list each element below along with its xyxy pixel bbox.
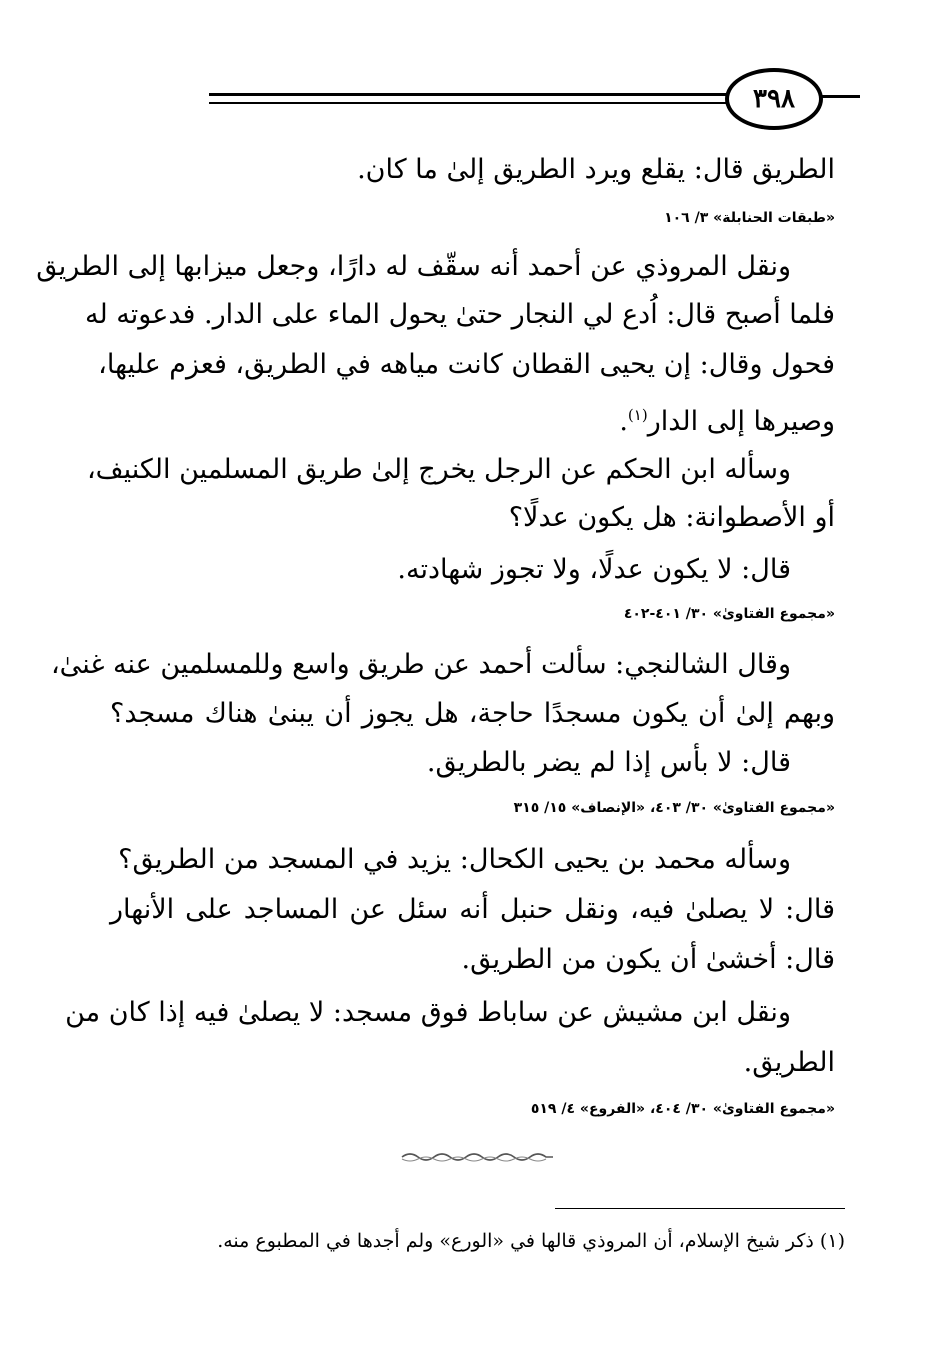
text-line: ونقل ابن مشيش عن ساباط فوق مسجد: لا يصلىٰ فيه إذا كان من <box>65 997 791 1028</box>
text-line: فحول وقال: إن يحيى القطان كانت مياهه في الطريق، فعزم عليها، <box>98 349 835 380</box>
header-rule-tail <box>820 95 860 98</box>
text-line: أو الأصطوانة: هل يكون عدلًا؟ <box>508 502 835 533</box>
text-line: وسأله محمد بن يحيى الكحال: يزيد في المسجد من الطريق؟ <box>118 844 791 875</box>
text-line: قال: لا يكون عدلًا، ولا تجوز شهادته. <box>397 554 791 585</box>
source-citation: «طبقات الحنابلة» ٣/ ١٠٦ <box>664 210 835 226</box>
text-line: الطريق قال: يقلع ويرد الطريق إلىٰ ما كان. <box>357 154 835 185</box>
source-citation: «مجموع الفتاوىٰ» ٣٠/ ٤٠٣، «الإنصاف» ١٥/ ٣١٥ <box>513 800 835 816</box>
text-line: ونقل المروذي عن أحمد أنه سقّف له دارًا، وجعل ميزابها إلى الطريق <box>36 251 791 282</box>
text-line: فلما أصبح قال: اُدع لي النجار حتىٰ يحول الماء على الدار. فدعوته له <box>85 299 835 330</box>
footnote-separator <box>555 1208 845 1209</box>
text-line: قال: أخشىٰ أن يكون من الطريق. <box>461 944 835 975</box>
footnote: (١) ذكر شيخ الإسلام، أن المروذي قالها في «الورع» ولم أجدها في المطبوع منه. <box>217 1230 845 1252</box>
text-span: وصيرها إلى الدار <box>647 406 835 437</box>
text-line: وقال الشالنجي: سألت أحمد عن طريق واسع وللمسلمين عنه غنىٰ، <box>50 649 791 680</box>
text-line: وبهم إلىٰ أن يكون مسجدًا حاجة، هل يجوز أن يبنىٰ هناك مسجد؟ <box>110 698 835 729</box>
page-number: ٣٩٨ <box>725 68 823 130</box>
text-line: الطريق. <box>743 1047 835 1078</box>
text-line: قال: لا يصلىٰ فيه، ونقل حنبل أنه سئل عن المساجد على الأنهار <box>110 894 835 925</box>
source-citation: «مجموع الفتاوىٰ» ٣٠/ ٤٠٤، «الفروع» ٤/ ٥١٩ <box>530 1101 835 1117</box>
footnote-marker: (١) <box>627 406 648 424</box>
text-line: وصيرها إلى الدار$^{(١)}$. <box>619 406 835 437</box>
section-ornament <box>400 1150 555 1164</box>
source-citation: «مجموع الفتاوىٰ» ٣٠/ ٤٠١-٤٠٢ <box>623 606 835 622</box>
text-line: وسأله ابن الحكم عن الرجل يخرج إلىٰ طريق المسلمين الكنيف، <box>86 454 791 485</box>
text-line: قال: لا بأس إذا لم يضر بالطريق. <box>426 747 791 778</box>
